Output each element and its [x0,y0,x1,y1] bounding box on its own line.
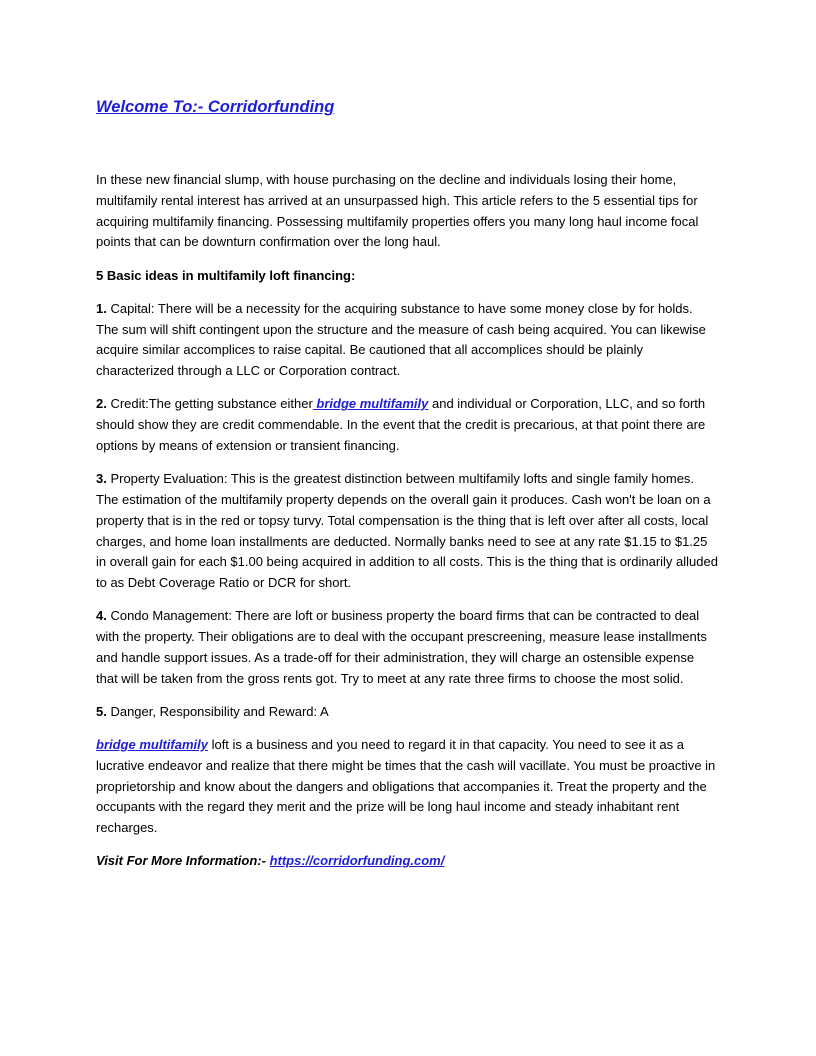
list-item-1 [96,299,718,382]
intro-paragraph: In these new financial slump, with house purchasing on the decline and individuals losing their home, multifamily rental interest has arrived at an unsurpassed high. This article refers to the 5 essential tips for acquiring multifamily financing. Possessing multifamily properties offers you many long haul income focal points that can be downturn confirmation over the long haul. [96,172,699,250]
closing-text: loft is a business and you need to regard it in that capacity. You need to see it as a lucrative endeavor and realize that there might be times that the cash will vacillate. You must be proactive in proprietorship and know about the dangers and obligations that accompanies it. Treat the property and the occupants with the regard they merit and the prize will be long haul income and steady inhabitant rent recharges. [96,737,716,836]
page-title[interactable]: Welcome To:- Corridorfunding [96,98,335,116]
visit-line [96,851,718,872]
item-text: Property Evaluation: This is the greatest distinction between multifamily lofts and single family homes. The estimation of the multifamily property depends on the overall gain it produces. Cash won't be loan on a property that is in the red or topsy turvy. Total compensation is the thing that is left over after all costs, local charges, and home loan installments are deducted. Normally banks need to see at any rate $1.15 to $1.25 in overall gain for each $1.00 being acquired in addition to all costs. This is the thing that is ordinarily alluded to as Debt Coverage Ratio or DCR for short. [96,471,718,591]
item-number: 4. [96,608,107,624]
item-number: 2. [96,396,107,412]
item-number: 3. [96,471,107,487]
bridge-multifamily-link[interactable]: bridge multifamily [312,396,429,412]
section-heading: 5 Basic ideas in multifamily loft financing: [96,267,356,283]
website-link[interactable]: https://corridorfunding.com/ [269,853,445,869]
list-item-3 [96,469,718,594]
article-body [96,170,718,872]
closing-paragraph [96,735,718,839]
item-number: 5. [96,703,107,719]
list-item-4 [96,606,718,689]
item-text: Condo Management: There are loft or business property the board firms that can be contracted to deal with the property. Their obligations are to deal with the occupant prescreening, measure lease installments and handle support issues. As a trade-off for their administration, they will charge an ostensible expense that will be taken from the gross rents got. Try to meet at any rate three firms to choose the most solid. [96,608,707,686]
item-number: 1. [96,300,107,316]
item-text: Capital: There will be a necessity for the acquiring substance to have some money close by for holds. The sum will shift contingent upon the structure and the measure of cash being acquired. You can likewise acquire similar accomplices to raise capital. Be cautioned that all accomplices should be plainly characterized through a LLC or Corporation contract. [96,300,706,379]
visit-label: Visit For More Information:- [96,853,270,869]
item-text: Danger, Responsibility and Reward: A [106,703,329,719]
item-text-before: Credit:The getting substance either [106,396,313,412]
list-item-5 [96,702,718,723]
bridge-multifamily-link-2[interactable]: bridge multifamily [96,737,208,753]
item-text-after: and individual or Corporation, LLC, and so forth should show they are credit commendable. In the event that the credit is precarious, at that point there are options by means of extension or transient financing. [96,396,706,453]
list-item-2 [96,394,718,456]
